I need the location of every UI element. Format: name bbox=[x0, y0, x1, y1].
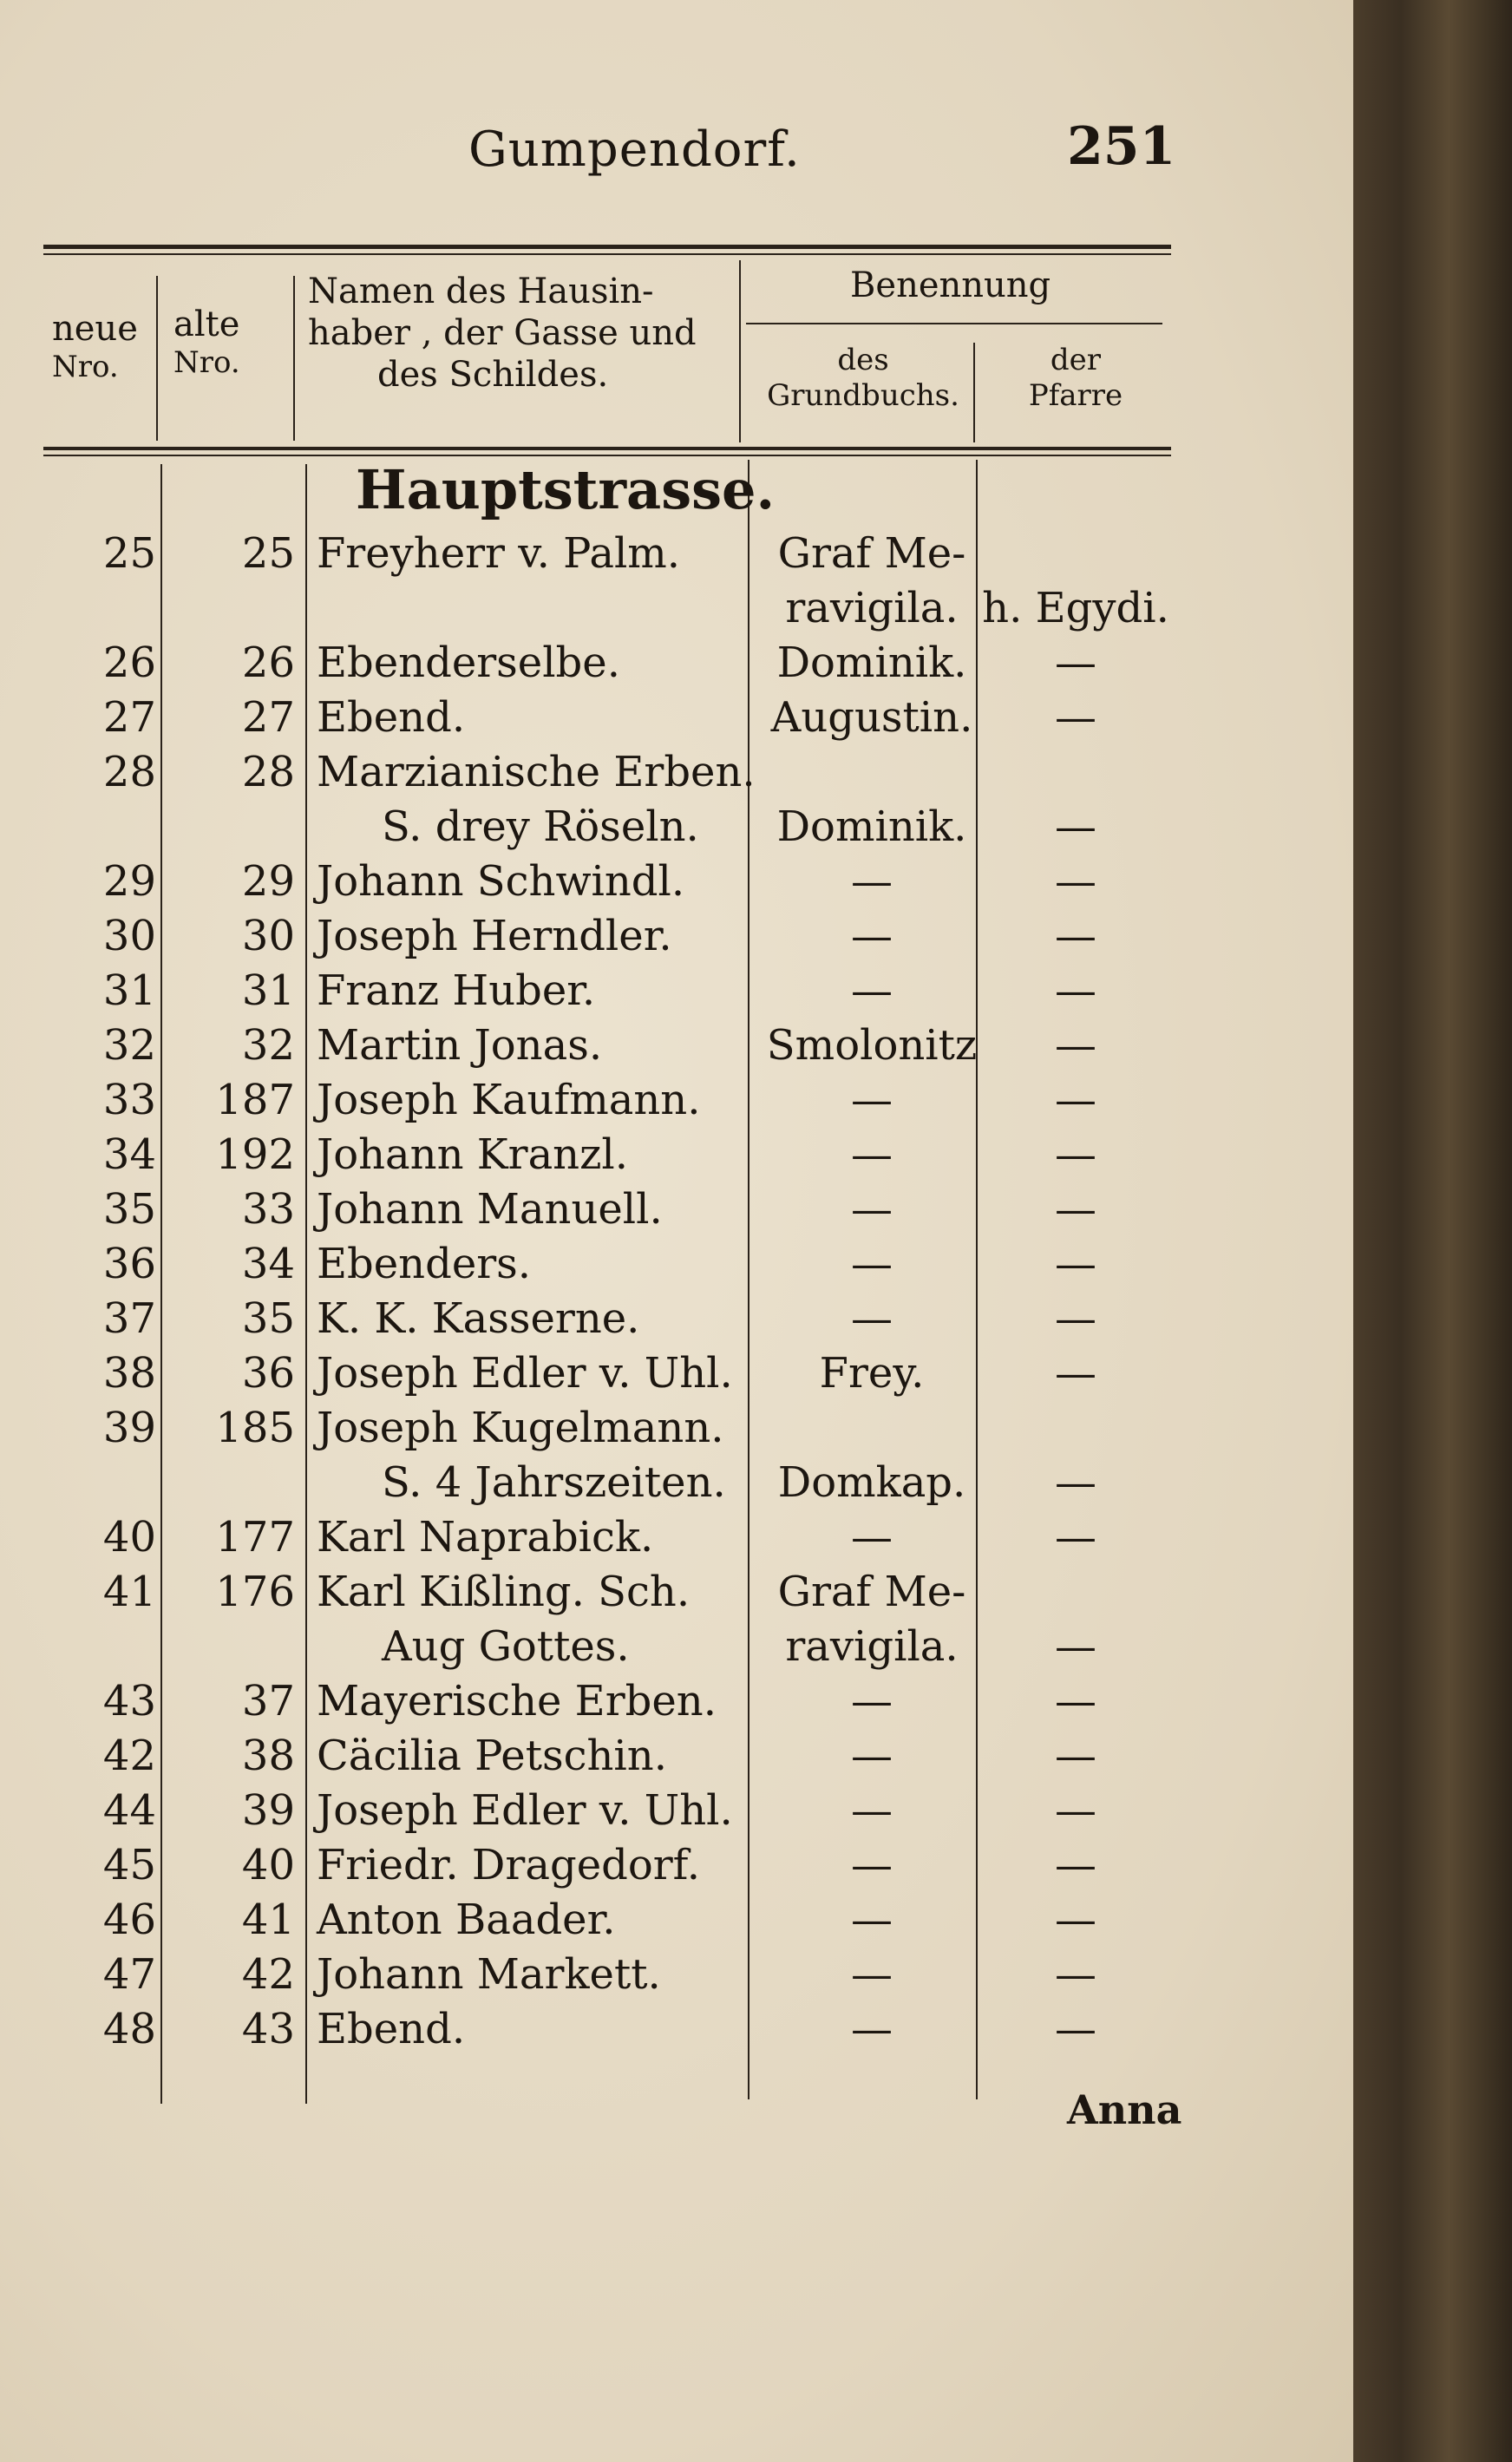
table-row bbox=[0, 1513, 1353, 1574]
new-number-cell: 42 bbox=[102, 1732, 156, 1780]
owner-name-cell: Karl Kißling. Sch. bbox=[317, 1568, 691, 1616]
grundbuch-cell: — bbox=[851, 1950, 893, 1999]
grundbuch-cell: Dominik. bbox=[776, 802, 967, 851]
page-number: 251 bbox=[1067, 116, 1176, 177]
new-number-cell: 32 bbox=[102, 1021, 156, 1070]
owner-name-cell: Freyherr v. Palm. bbox=[317, 529, 681, 578]
book-spine bbox=[1353, 0, 1512, 2462]
new-number-cell: 38 bbox=[102, 1349, 156, 1398]
grundbuch-cell: Smolonitz bbox=[766, 1021, 978, 1070]
owner-name-cell: Ebend. bbox=[317, 693, 466, 742]
table-row bbox=[0, 638, 1353, 699]
owner-name-cell: Ebenderselbe. bbox=[317, 638, 620, 687]
grundbuch-cell: — bbox=[851, 1513, 893, 1562]
grundbuch-cell: — bbox=[851, 1841, 893, 1889]
table-row bbox=[0, 1896, 1353, 1956]
header-divider bbox=[156, 276, 158, 441]
owner-name-cell: Aug Gottes. bbox=[382, 1622, 630, 1671]
table-row bbox=[0, 584, 1353, 645]
new-number-cell: 26 bbox=[102, 638, 156, 687]
new-number-cell: 41 bbox=[102, 1568, 156, 1616]
pfarre-cell: — bbox=[1055, 912, 1096, 960]
old-number-cell: 43 bbox=[241, 2005, 295, 2053]
grundbuch-cell: ravigila. bbox=[785, 1622, 959, 1671]
header-rule-bottom-thin bbox=[43, 455, 1171, 456]
grundbuch-cell: — bbox=[851, 912, 893, 960]
old-number-cell: 30 bbox=[241, 912, 295, 960]
old-number-cell: 187 bbox=[215, 1076, 295, 1124]
grundbuch-cell: — bbox=[851, 1185, 893, 1234]
grundbuch-cell: — bbox=[851, 1677, 893, 1725]
grundbuch-cell: — bbox=[851, 1732, 893, 1780]
grundbuch-cell: — bbox=[851, 1786, 893, 1835]
pfarre-cell: — bbox=[1055, 1786, 1096, 1835]
table-row bbox=[0, 1185, 1353, 1246]
benennung-rule bbox=[746, 323, 1162, 324]
new-number-cell: 43 bbox=[102, 1677, 156, 1725]
header-rule-top-thin bbox=[43, 253, 1171, 255]
table-row bbox=[0, 1021, 1353, 1082]
old-number-cell: 28 bbox=[241, 748, 295, 796]
header-divider bbox=[293, 276, 295, 441]
owner-name-cell: Joseph Edler v. Uhl. bbox=[317, 1786, 733, 1835]
grundbuch-cell: ravigila. bbox=[785, 584, 959, 632]
new-number-cell: 29 bbox=[102, 857, 156, 906]
old-number-cell: 176 bbox=[215, 1568, 295, 1616]
grundbuch-cell: — bbox=[851, 1240, 893, 1288]
pfarre-cell: — bbox=[1055, 1841, 1096, 1889]
owner-name-cell: Marzianische Erben. bbox=[317, 748, 756, 796]
pfarre-cell: — bbox=[1055, 1677, 1096, 1725]
owner-name-cell: Johann Markett. bbox=[317, 1950, 661, 1999]
old-number-cell: 27 bbox=[241, 693, 295, 742]
old-number-cell: 37 bbox=[241, 1677, 295, 1725]
old-number-cell: 36 bbox=[241, 1349, 295, 1398]
header-neue: neue Nro. bbox=[52, 309, 138, 384]
pfarre-cell: — bbox=[1055, 1294, 1096, 1343]
pfarre-cell: — bbox=[1055, 1513, 1096, 1562]
pfarre-cell: — bbox=[1055, 1622, 1096, 1671]
pfarre-cell: — bbox=[1055, 1185, 1096, 1234]
place-name: Gumpendorf. bbox=[468, 121, 801, 178]
table-row bbox=[0, 802, 1353, 863]
grundbuch-cell: Graf Me- bbox=[777, 529, 966, 578]
pfarre-cell: — bbox=[1055, 1732, 1096, 1780]
table-row bbox=[0, 529, 1353, 590]
old-number-cell: 33 bbox=[241, 1185, 295, 1234]
grundbuch-cell: — bbox=[851, 1896, 893, 1944]
old-number-cell: 25 bbox=[241, 529, 295, 578]
grundbuch-cell: — bbox=[851, 966, 893, 1015]
grundbuch-cell: Dominik. bbox=[776, 638, 967, 687]
running-head bbox=[0, 116, 1353, 200]
header-benennung: Benennung bbox=[850, 265, 1051, 305]
owner-name-cell: Karl Naprabick. bbox=[317, 1513, 654, 1562]
pfarre-cell: — bbox=[1055, 1240, 1096, 1288]
header-rule-bottom bbox=[43, 447, 1171, 450]
table-row bbox=[0, 1732, 1353, 1792]
old-number-cell: 40 bbox=[241, 1841, 295, 1889]
owner-name-cell: Joseph Herndler. bbox=[317, 912, 672, 960]
new-number-cell: 36 bbox=[102, 1240, 156, 1288]
table-row bbox=[0, 1076, 1353, 1136]
owner-name-cell: Cäcilia Petschin. bbox=[317, 1732, 667, 1780]
new-number-cell: 35 bbox=[102, 1185, 156, 1234]
table-row bbox=[0, 1130, 1353, 1191]
section-title: Hauptstrasse. bbox=[356, 458, 776, 521]
owner-name-cell: Joseph Kaufmann. bbox=[317, 1076, 701, 1124]
old-number-cell: 185 bbox=[215, 1404, 295, 1452]
new-number-cell: 27 bbox=[102, 693, 156, 742]
table-row bbox=[0, 1294, 1353, 1355]
header-alte: alte Nro. bbox=[173, 304, 240, 380]
table-row bbox=[0, 2005, 1353, 2066]
owner-name-cell: Martin Jonas. bbox=[317, 1021, 603, 1070]
pfarre-cell: — bbox=[1055, 1021, 1096, 1070]
old-number-cell: 26 bbox=[241, 638, 295, 687]
grundbuch-cell: Graf Me- bbox=[777, 1568, 966, 1616]
grundbuch-cell: — bbox=[851, 1076, 893, 1124]
grundbuch-cell: Frey. bbox=[819, 1349, 925, 1398]
pfarre-cell: — bbox=[1055, 1896, 1096, 1944]
pfarre-cell: h. Egydi. bbox=[982, 584, 1169, 632]
table-row bbox=[0, 1404, 1353, 1464]
old-number-cell: 38 bbox=[241, 1732, 295, 1780]
new-number-cell: 48 bbox=[102, 2005, 156, 2053]
table-row bbox=[0, 912, 1353, 972]
old-number-cell: 29 bbox=[241, 857, 295, 906]
pfarre-cell: — bbox=[1055, 638, 1096, 687]
header-rule-top bbox=[43, 245, 1171, 249]
table-row bbox=[0, 1841, 1353, 1902]
catchword: Anna bbox=[1067, 2086, 1182, 2133]
new-number-cell: 34 bbox=[102, 1130, 156, 1179]
grundbuch-cell: Augustin. bbox=[770, 693, 973, 742]
new-number-cell: 25 bbox=[102, 529, 156, 578]
new-number-cell: 46 bbox=[102, 1896, 156, 1944]
header-namen: Namen des Hausin- haber , der Gasse und des Schildes. bbox=[308, 272, 697, 395]
new-number-cell: 44 bbox=[102, 1786, 156, 1835]
header-divider bbox=[973, 343, 975, 442]
new-number-cell: 39 bbox=[102, 1404, 156, 1452]
owner-name-cell: Mayerische Erben. bbox=[317, 1677, 717, 1725]
owner-name-cell: Joseph Edler v. Uhl. bbox=[317, 1349, 733, 1398]
grundbuch-cell: — bbox=[851, 2005, 893, 2053]
table-row bbox=[0, 1240, 1353, 1300]
table-row bbox=[0, 1950, 1353, 2011]
old-number-cell: 177 bbox=[215, 1513, 295, 1562]
table-row bbox=[0, 1458, 1353, 1519]
owner-name-cell: Johann Schwindl. bbox=[317, 857, 685, 906]
table-row bbox=[0, 693, 1353, 754]
pfarre-cell: — bbox=[1055, 1950, 1096, 1999]
old-number-cell: 42 bbox=[241, 1950, 295, 1999]
header-pfarre: der Pfarre bbox=[1028, 343, 1123, 413]
owner-name-cell: Joseph Kugelmann. bbox=[317, 1404, 724, 1452]
table-row bbox=[0, 1568, 1353, 1628]
new-number-cell: 30 bbox=[102, 912, 156, 960]
new-number-cell: 28 bbox=[102, 748, 156, 796]
old-number-cell: 39 bbox=[241, 1786, 295, 1835]
new-number-cell: 45 bbox=[102, 1841, 156, 1889]
new-number-cell: 31 bbox=[102, 966, 156, 1015]
table-row bbox=[0, 857, 1353, 918]
owner-name-cell: Ebend. bbox=[317, 2005, 466, 2053]
table-row bbox=[0, 1677, 1353, 1738]
old-number-cell: 35 bbox=[241, 1294, 295, 1343]
owner-name-cell: S. drey Röseln. bbox=[382, 802, 699, 851]
pfarre-cell: — bbox=[1055, 1130, 1096, 1179]
table-row bbox=[0, 1622, 1353, 1683]
pfarre-cell: — bbox=[1055, 693, 1096, 742]
old-number-cell: 34 bbox=[241, 1240, 295, 1288]
pfarre-cell: — bbox=[1055, 2005, 1096, 2053]
owner-name-cell: K. K. Kasserne. bbox=[317, 1294, 640, 1343]
table-row bbox=[0, 1349, 1353, 1410]
old-number-cell: 32 bbox=[241, 1021, 295, 1070]
owner-name-cell: S. 4 Jahrszeiten. bbox=[382, 1458, 726, 1507]
owner-name-cell: Ebenders. bbox=[317, 1240, 532, 1288]
owner-name-cell: Friedr. Dragedorf. bbox=[317, 1841, 700, 1889]
table-row bbox=[0, 748, 1353, 809]
owner-name-cell: Anton Baader. bbox=[317, 1896, 616, 1944]
grundbuch-cell: Domkap. bbox=[777, 1458, 966, 1507]
pfarre-cell: — bbox=[1055, 1349, 1096, 1398]
owner-name-cell: Johann Manuell. bbox=[317, 1185, 663, 1234]
new-number-cell: 37 bbox=[102, 1294, 156, 1343]
new-number-cell: 33 bbox=[102, 1076, 156, 1124]
old-number-cell: 31 bbox=[241, 966, 295, 1015]
header-grundbuch: des Grundbuchs. bbox=[767, 343, 959, 413]
pfarre-cell: — bbox=[1055, 802, 1096, 851]
grundbuch-cell: — bbox=[851, 857, 893, 906]
old-number-cell: 192 bbox=[215, 1130, 295, 1179]
table-row bbox=[0, 966, 1353, 1027]
grundbuch-cell: — bbox=[851, 1294, 893, 1343]
pfarre-cell: — bbox=[1055, 1076, 1096, 1124]
pfarre-cell: — bbox=[1055, 966, 1096, 1015]
owner-name-cell: Johann Kranzl. bbox=[317, 1130, 628, 1179]
pfarre-cell: — bbox=[1055, 857, 1096, 906]
table-row bbox=[0, 1786, 1353, 1847]
new-number-cell: 40 bbox=[102, 1513, 156, 1562]
owner-name-cell: Franz Huber. bbox=[317, 966, 596, 1015]
header-divider bbox=[739, 260, 741, 442]
old-number-cell: 41 bbox=[241, 1896, 295, 1944]
new-number-cell: 47 bbox=[102, 1950, 156, 1999]
pfarre-cell: — bbox=[1055, 1458, 1096, 1507]
grundbuch-cell: — bbox=[851, 1130, 893, 1179]
